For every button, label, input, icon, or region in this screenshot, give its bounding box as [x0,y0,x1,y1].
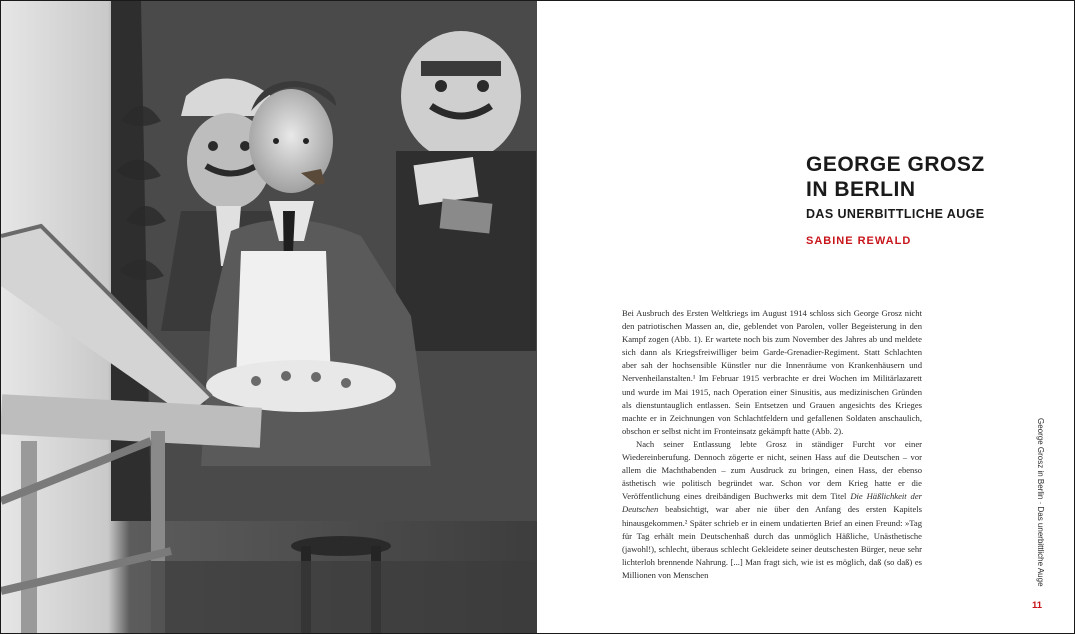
paragraph-2 [622,438,922,582]
paragraph-2-end: beabsichtigt, war aber nie über den Anfang des ersten Kapitels hinausgekommen.² Später schrieb er in einem undatierten Brief an einen Freund: »Tag für Tag erhält mein Deutschenhaß durch das unmöglich Häßliche, Unästhetische (jawohl!), schlecht, überaus schlecht Gekleidete seiner deutschesten Bürger, neue sehr lichterloh brennende Nahrung. [...] Man fragt sich, wie ist es möglich, daß (so daß) es Millionen von Menschen [622,504,922,580]
chapter-title-block [806,152,1046,248]
chapter-title-line-2: IN BERLIN [806,178,916,201]
paragraph-1: Bei Ausbruch des Ersten Weltkriegs im August 1914 schloss sich George Grosz nicht den patriotischen Massen an, die, geblendet von Parolen, voller Begeisterung in den Kampf zogen (Abb. 1). Er wartete noch bis zum November des Jahres ab und meldete sich dann als Kriegsfreiwilliger beim Garde-Grenadier-Regiment. Statt Schlachten aber sah der hochsensible Künstler nur die Innenräume von Krankenhäusern und Nervenheilanstalten.¹ Im Februar 1915 verbrachte er drei Wochen im Militärlazarett und wurde im Mai 1915, nach Operation einer Sinusitis, aus medizinischen Gründen als dienstuntauglich entlassen. Sein Entsetzen und Grauen angesichts des Krieges machte er in Zeichnungen von Schlachtfeldern und gefallenen Soldaten anschaulich, obschon er selbst nicht im Fronteinsatz gekämpft hatte (Abb. 2). [622,308,922,436]
painted-figure-right [396,31,536,351]
paragraph-2-start: Nach seiner Entlassung lebte Grosz in ständiger Furcht vor einer Wiedereinberufung. Dennoch zögerte er nicht, seinen Hass auf die Deutschen – vor allem die Machthabenden – zum Ausdruck zu bringen, einen Hass, der ebenso ästhetisch wie politisch begründet war. Schon vor dem Krieg hatte er die Veröffentlichung eines dreibändigen Buchwerks mit dem Titel [622,438,922,502]
page-number: 11 [1032,600,1043,611]
author-name: SABINE REWALD [806,235,912,247]
chapter-subtitle: DAS UNERBITTLICHE AUGE [806,207,985,221]
chapter-title-line-1: GEORGE GROSZ [806,153,985,176]
book-title: Die Häßlichkeit der Deutschen [622,491,922,515]
photo-illustration [1,1,537,633]
running-head: George Grosz in Berlin · Das unerbittliche Auge [1036,418,1045,587]
body-text [622,307,922,582]
photograph-artist-at-easel [1,1,537,633]
paint-palette [206,360,396,412]
